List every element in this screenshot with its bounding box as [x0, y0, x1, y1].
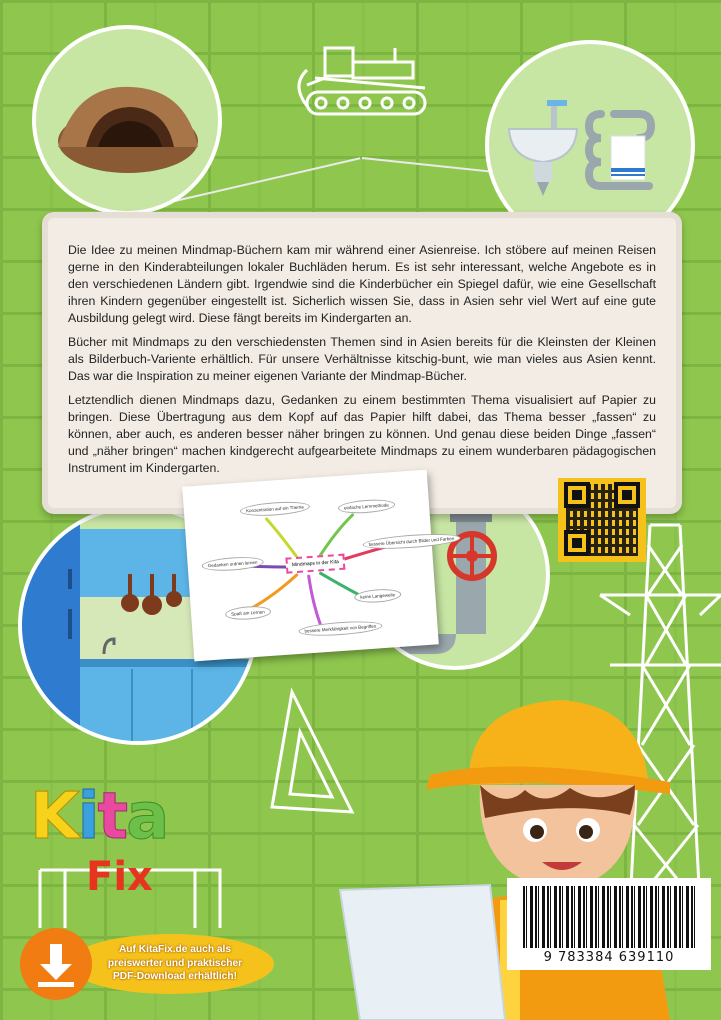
promo-line-1: Auf KitaFix.de auch als — [118, 944, 232, 955]
logo-kita-text — [30, 780, 167, 854]
tunnel-circle — [32, 25, 222, 215]
mindmap-node-6: keine Langeweile — [354, 588, 402, 604]
isbn-barcode — [507, 878, 711, 970]
qr-finder-top-left — [564, 482, 590, 508]
mindmap-node-2: einfache Lernmethode — [338, 498, 396, 515]
mindmap-node-3: Gedanken ordnen lernen — [201, 555, 264, 572]
logo-letter-t: t — [97, 780, 127, 854]
logo-letter-k: K — [30, 780, 78, 854]
cave-hole-icon — [36, 29, 218, 211]
bulldozer-icon — [285, 40, 435, 125]
mindmap-node-1: Konzentration auf ein Thema — [240, 500, 310, 518]
logo-letter-i: i — [77, 780, 98, 854]
mindmap-node-5: Spaß am Lernen — [225, 605, 271, 621]
kitafix-logo[interactable] — [30, 780, 230, 930]
logo-fix-text: Fix — [86, 854, 153, 900]
intro-text-box — [42, 212, 682, 514]
pdf-download-promo[interactable] — [20, 928, 275, 998]
mindmap-sample-card — [182, 470, 455, 662]
promo-line-2: preiswerter und praktischer — [107, 957, 243, 969]
mindmap-node-4: bessere Übersicht durch Bilder und Farben — [362, 532, 460, 552]
qr-finder-bottom-left — [564, 530, 590, 556]
isbn-number: 9 783384 639110 — [543, 950, 675, 965]
promo-line-3: PDF-Download erhältlich! — [113, 971, 237, 982]
mindmap-center-node: Mindmaps in der Kita — [285, 554, 345, 574]
paragraph-1: Die Idee zu meinen Mindmap-Büchern kam mir während einer Asienreise. Ich stöbere auf meinen Reisen gerne in den Kinderabteilungen lokaler Buchläden herum. Es ist sehr interessant, welche Angebote es in den verschiedenen Ländern gibt. Irgendwie sind die Kinderbücher ein Spiegel dafür, wie eine Gesellschaft ihren Kindern gegenüber eingestellt ist. Sicherlich wissen Sie, dass in Asien sehr viel Wert auf eine gute Ausbildung gelegt wird. Diese fängt bereits im Kindergarten an. — [68, 243, 656, 325]
paragraph-3: Letztendlich dienen Mindmaps dazu, Gedanken zu einem bestimmten Thema visualisiert auf Papier zu bringen. Diese Übertragung aus dem Kopf auf das Papier hilft dabei, das Thema besser „fassen“ zu können, aber auch, es anderen besser näher bringen zu können. Und genau diese beiden Dinge „fassen“ und „näher bringen“ machen kindgerecht aufgearbeitete Mindmaps zu einem wunderbaren pädagogischen Instrument im Kindergarten. — [68, 393, 656, 475]
paragraph-2: Bücher mit Mindmaps zu den verschiedensten Themen sind in Asien bereits für die Kleinsten der Kleinen als Bilderbuch-Variente erhältlich. Für unsere Verhältnisse kitschig-bunt, wie man vieles aus Asien kennt. Das war die Inspiration zu meiner eigenen Variante der Mindmap-Bücher. — [68, 335, 656, 383]
mindmap-node-7: bessere Merkfähigkeit von Begriffen — [298, 619, 382, 638]
barcode-bars — [523, 886, 695, 948]
logo-letter-a: a — [126, 780, 168, 854]
promo-text — [80, 943, 270, 984]
child-with-helmet-illustration — [330, 690, 721, 1020]
